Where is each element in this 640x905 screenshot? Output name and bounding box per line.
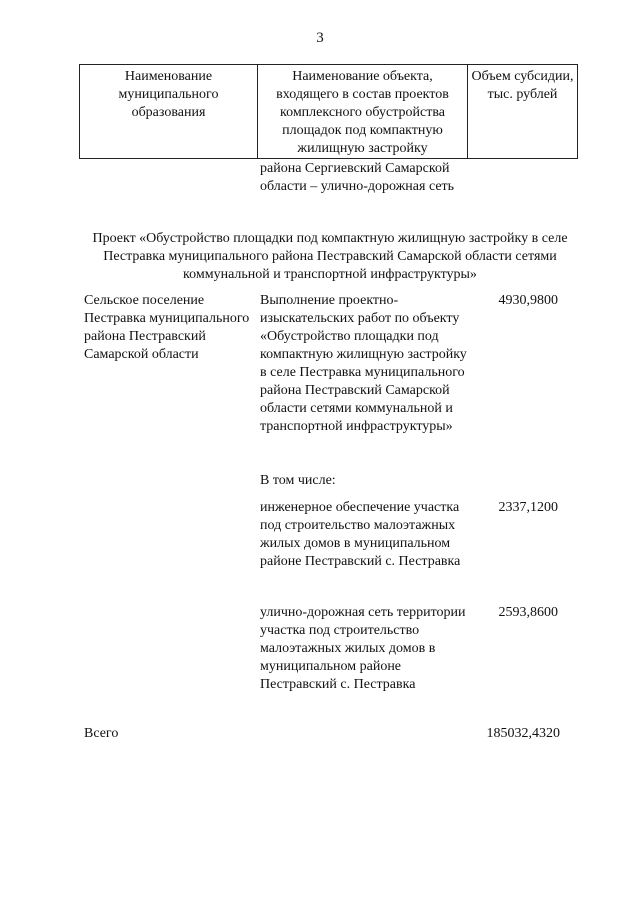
- object-description: улично-дорожная сеть территории участка под строительство малоэтажных жилых домов в муниципальном районе Пестравский с. Пестравка: [260, 605, 466, 692]
- page-number: 3: [316, 30, 324, 46]
- project-title: Проект «Обустройство площадки под компактную жилищную застройку в селе Пестравка муниципального района Пестравский Самарской области сетями коммунальной и транспортной инфраструктуры»: [92, 231, 568, 282]
- header-municipality: Наименование муниципального образования: [80, 65, 258, 159]
- continuation-text: района Сергиевский Самарской области – улично-дорожная сеть: [260, 161, 455, 194]
- header-object: Наименование объекта, входящего в состав проектов комплексного обустройства площадок под компактную жилищную застройку: [258, 65, 468, 159]
- header-subsidy: Объем субсидии, тыс. рублей: [468, 65, 578, 159]
- total-label: Всего: [84, 726, 119, 741]
- object-description: инженерное обеспечение участка под строительство малоэтажных жилых домов в муниципальном районе Пестравский с. Пестравка: [260, 500, 461, 569]
- including-label: В том числе:: [260, 473, 336, 488]
- table-header: [79, 64, 578, 159]
- object-description: Выполнение проектно-изыскательских работ по объекту «Обустройство площадки под компактную жилищную застройку в селе Пестравка муниципального района Пестравский Самарской области сетями коммунальной и транспортной инфраструктуры»: [260, 293, 467, 434]
- object-amount: 2337,1200: [498, 500, 558, 515]
- object-amount: 2593,8600: [498, 605, 558, 620]
- municipality-name: Сельское поселение Пестравка муниципального района Пестравский Самарской области: [84, 293, 250, 362]
- total-value: 185032,4320: [486, 726, 560, 741]
- object-amount: 4930,9800: [498, 293, 558, 308]
